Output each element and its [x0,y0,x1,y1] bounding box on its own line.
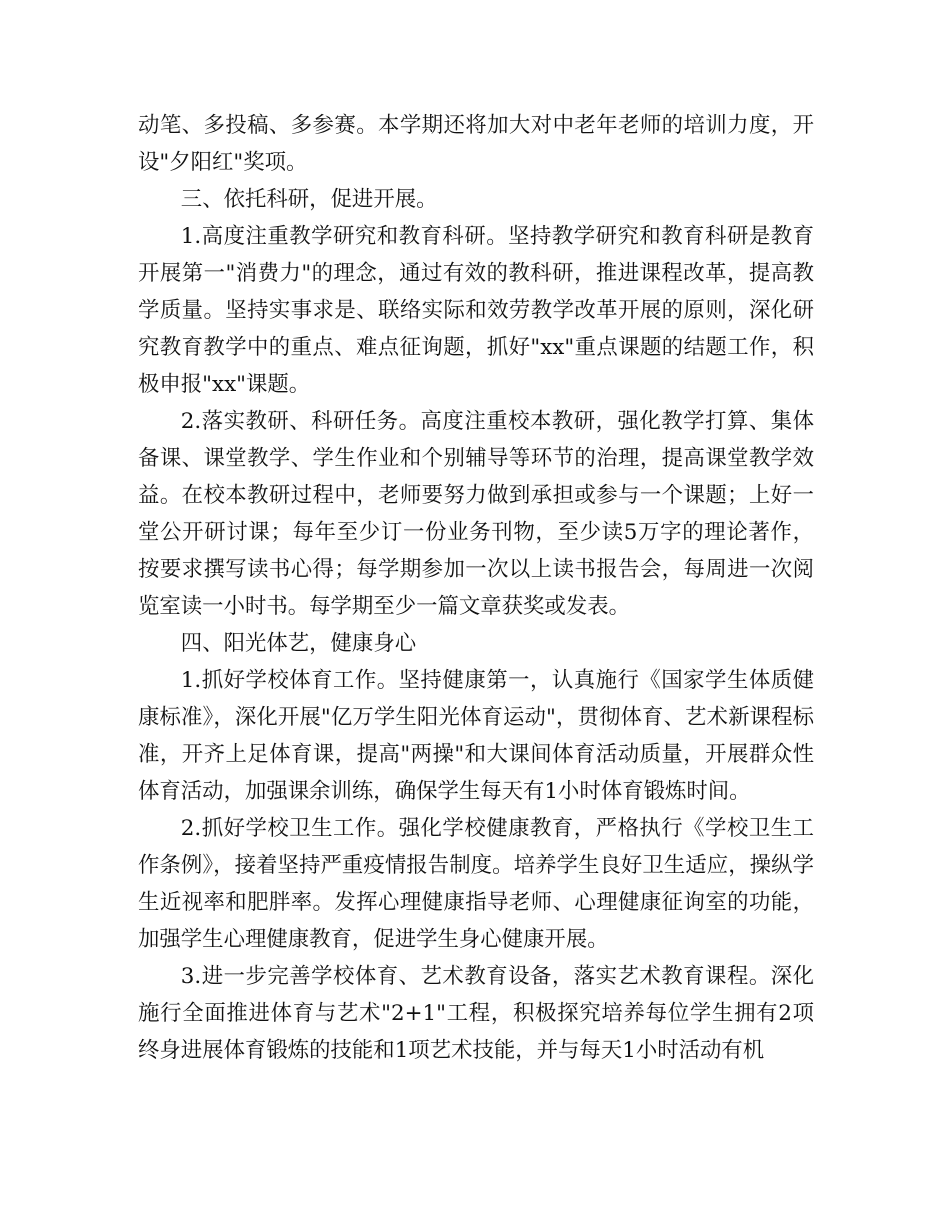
paragraph-3-2: 2.落实教研、科研任务。高度注重校本教研，强化教学打算、集体备课、课堂教学、学生作业和个别辅导等环节的治理，提高课堂教学效益。在校本教研过程中，老师要努力做到承担或参与一个课题；上好一堂公开研讨课；每年至少订一份业务刊物，至少读5万字的理论著作，按要求撰写读书心得；每学期参加一次以上读书报告会，每周进一次阅览室读一小时书。每学期至少一篇文章获奖或发表。 [138,409,814,619]
paragraph-4-3: 3.进一步完善学校体育、艺术教育设备，落实艺术教育课程。深化施行全面推进体育与艺术"2+1"工程，积极探究培养每位学生拥有2项终身进展体育锻炼的技能和1项艺术技能，并与每天1小时活动有机 [138,964,814,1063]
paragraph-3-1: 1.高度注重教学研究和教育科研。坚持教学研究和教育科研是教育开展第一"消费力"的理念，通过有效的教科研，推进课程改革，提高教学质量。坚持实事求是、联络实际和效劳教学改革开展的原则，深化研究教育教学中的重点、难点征询题，抓好"xx"重点课题的结题工作，积极申报"xx"课题。 [138,224,814,397]
section-heading-4: 四、阳光体艺，健康身心 [180,631,417,656]
document-body [138,107,814,1069]
paragraph-continued: 动笔、多投稿、多参赛。本学期还将加大对中老年老师的培训力度，开设"夕阳红"奖项。 [138,113,814,175]
section-heading-3: 三、依托科研，促进开展。 [180,187,438,212]
paragraph-4-1: 1.抓好学校体育工作。坚持健康第一，认真施行《国家学生体质健康标准》，深化开展"亿万学生阳光体育运动"，贯彻体育、艺术新课程标准，开齐上足体育课，提高"两操"和大课间体育活动质量，开展群众性体育活动，加强课余训练，确保学生每天有1小时体育锻炼时间。 [138,668,814,804]
paragraph-4-2: 2.抓好学校卫生工作。强化学校健康教育，严格执行《学校卫生工作条例》，接着坚持严重疫情报告制度。培养学生良好卫生适应，操纵学生近视率和肥胖率。发挥心理健康指导老师、心理健康征询室的功能，加强学生心理健康教育，促进学生身心健康开展。 [138,816,814,952]
